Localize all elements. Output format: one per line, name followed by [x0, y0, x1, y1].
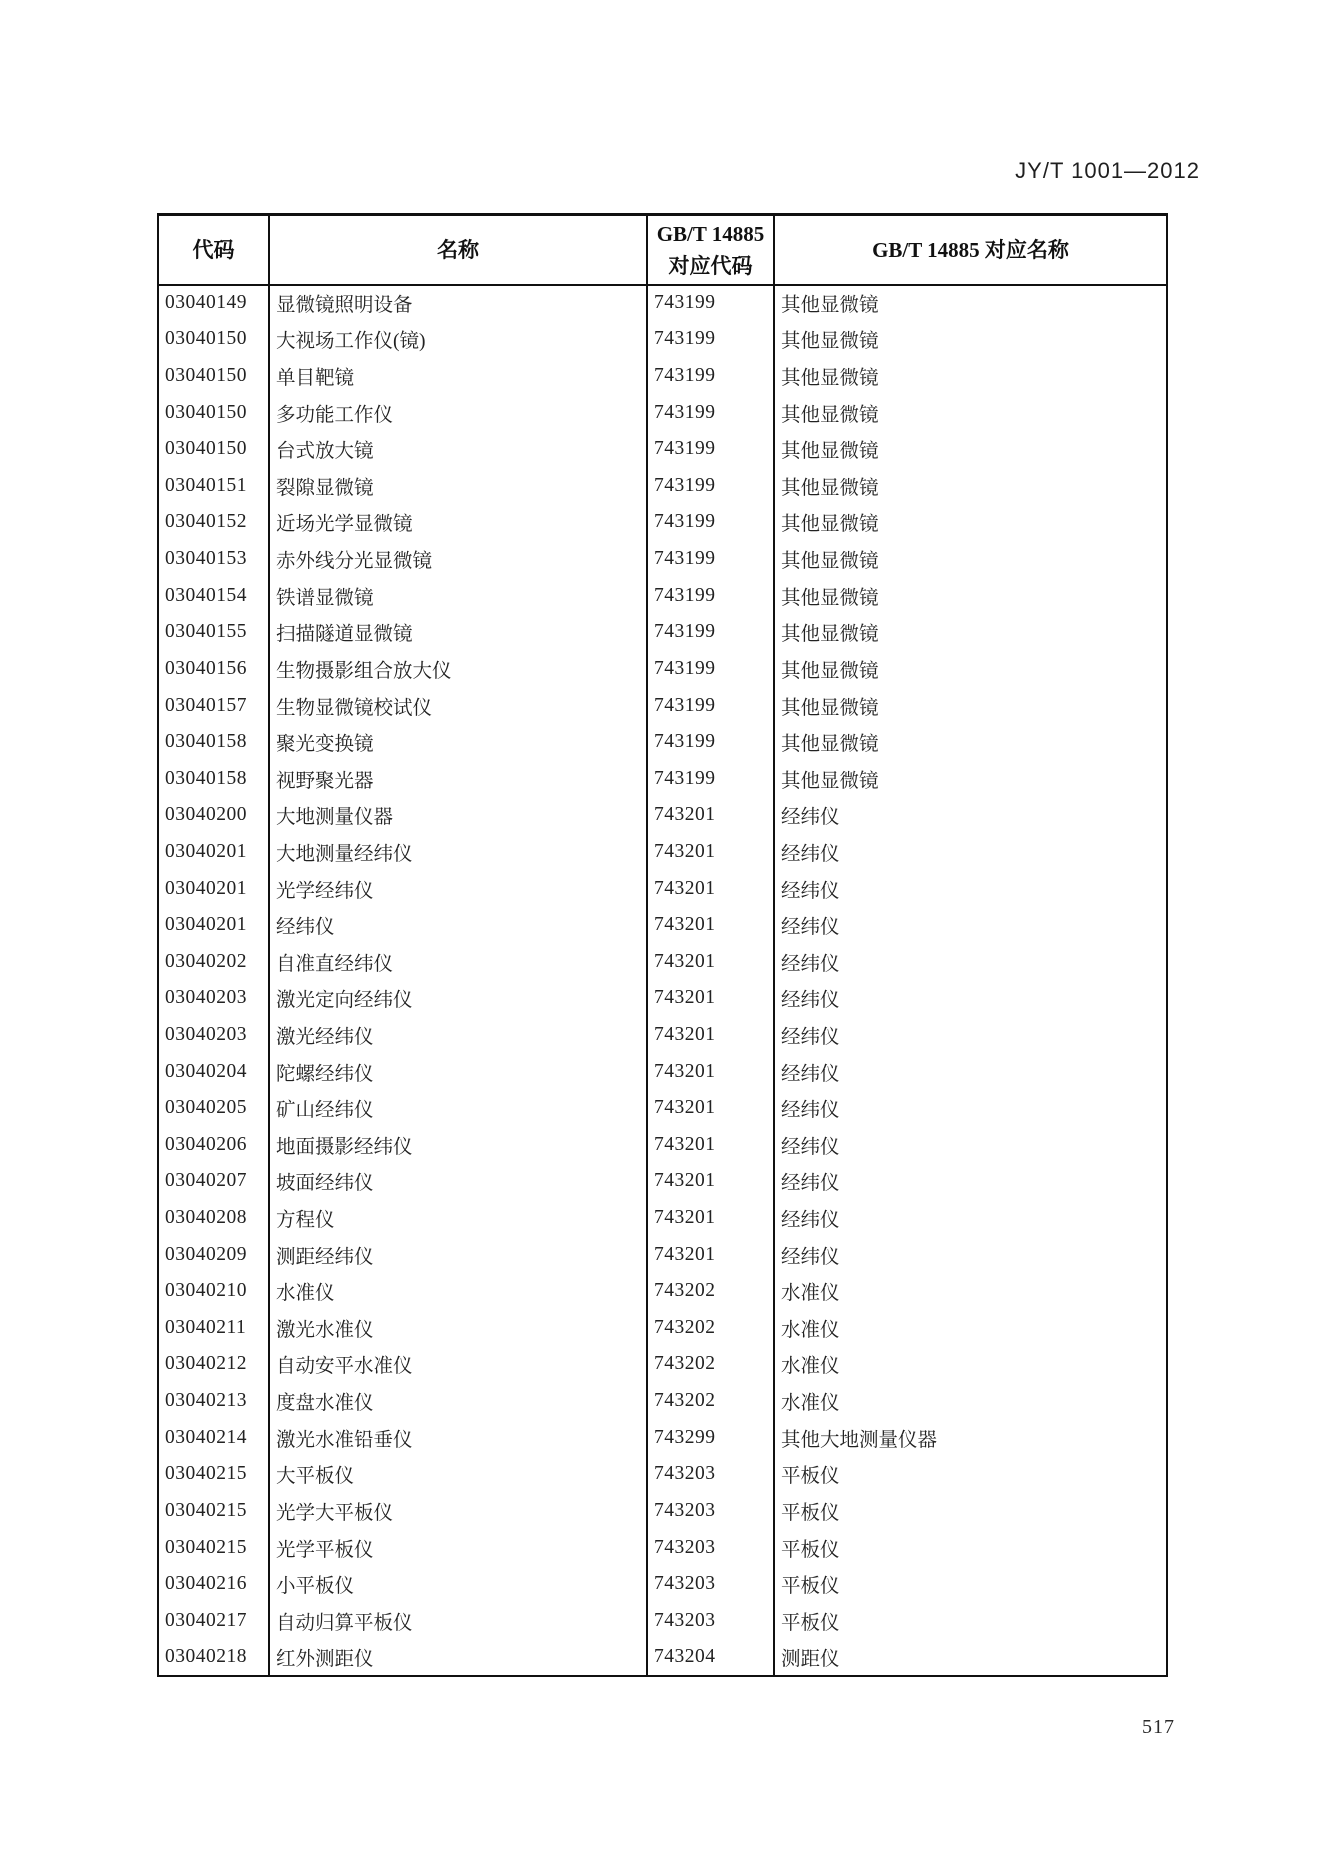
cell-code: 03040200 [158, 797, 269, 834]
cell-gbt-code: 743201 [647, 797, 774, 834]
table-row [158, 1017, 1167, 1054]
cell-code: 03040207 [158, 1163, 269, 1200]
cell-code: 03040203 [158, 980, 269, 1017]
cell-gbt-name: 其他大地测量仪器 [781, 1429, 938, 1451]
table-row [158, 1236, 1167, 1273]
cell-gbt-name: 水准仪 [781, 1356, 840, 1378]
cell-gbt-code: 743202 [647, 1310, 774, 1347]
table-row [158, 651, 1167, 688]
cell-name: 大地测量经纬仪 [269, 834, 647, 871]
table-row [158, 577, 1167, 614]
column-header-code-label: 代码 [192, 237, 235, 262]
cell-code: 03040201 [158, 870, 269, 907]
table-row [158, 687, 1167, 724]
table-row [158, 1090, 1167, 1127]
cell-gbt-name: 经纬仪 [781, 1173, 840, 1195]
cell-gbt-code: 743201 [647, 907, 774, 944]
column-header-gbt-code [647, 215, 774, 285]
cell-code: 03040158 [158, 724, 269, 761]
cell-name: 大地测量仪器 [269, 797, 647, 834]
cell-gbt-code: 743199 [647, 687, 774, 724]
cell-gbt-name: 其他显微镜 [781, 477, 879, 499]
cell-code: 03040218 [158, 1639, 269, 1676]
cell-gbt-code: 743201 [647, 1163, 774, 1200]
cell-name: 激光定向经纬仪 [269, 980, 647, 1017]
table-row [158, 504, 1167, 541]
cell-code: 03040150 [158, 431, 269, 468]
code-mapping-table [157, 213, 1168, 1677]
column-header-name [269, 215, 647, 285]
cell-gbt-code: 743202 [647, 1273, 774, 1310]
cell-gbt-name: 经纬仪 [781, 880, 840, 902]
table-row [158, 943, 1167, 980]
cell-name: 光学经纬仪 [269, 870, 647, 907]
cell-name: 自准直经纬仪 [269, 943, 647, 980]
cell-gbt-code: 743199 [647, 321, 774, 358]
table-row [158, 358, 1167, 395]
cell-gbt-name: 经纬仪 [781, 843, 840, 865]
cell-code: 03040152 [158, 504, 269, 541]
cell-name: 水准仪 [269, 1273, 647, 1310]
cell-name: 单目靶镜 [269, 358, 647, 395]
cell-gbt-code: 743201 [647, 1127, 774, 1164]
column-header-name-label: 名称 [437, 237, 479, 262]
cell-gbt-name: 水准仪 [781, 1283, 840, 1305]
cell-code: 03040214 [158, 1419, 269, 1456]
cell-gbt-code: 743203 [647, 1566, 774, 1603]
cell-gbt-code: 743199 [647, 724, 774, 761]
cell-name: 小平板仪 [269, 1566, 647, 1603]
cell-gbt-code: 743203 [647, 1456, 774, 1493]
table-row [158, 431, 1167, 468]
table-row [158, 541, 1167, 578]
table-row [158, 1163, 1167, 1200]
cell-gbt-code: 743201 [647, 1017, 774, 1054]
cell-gbt-name: 水准仪 [781, 1319, 840, 1341]
cell-code: 03040158 [158, 760, 269, 797]
cell-name: 生物摄影组合放大仪 [269, 651, 647, 688]
cell-gbt-name: 经纬仪 [781, 1026, 840, 1048]
cell-name: 光学大平板仪 [269, 1493, 647, 1530]
cell-name: 台式放大镜 [269, 431, 647, 468]
cell-code: 03040155 [158, 614, 269, 651]
cell-gbt-code: 743204 [647, 1639, 774, 1676]
table-row [158, 1529, 1167, 1566]
table-row [158, 468, 1167, 505]
cell-name: 扫描隧道显微镜 [269, 614, 647, 651]
cell-name: 光学平板仪 [269, 1529, 647, 1566]
cell-gbt-code: 743199 [647, 285, 774, 322]
cell-name: 经纬仪 [269, 907, 647, 944]
cell-gbt-name: 经纬仪 [781, 917, 840, 939]
cell-name: 显微镜照明设备 [269, 285, 647, 322]
cell-gbt-name: 其他显微镜 [781, 295, 879, 317]
column-header-gbt-code-line2: 对应代码 [668, 253, 753, 278]
cell-name: 陀螺经纬仪 [269, 1053, 647, 1090]
cell-code: 03040209 [158, 1236, 269, 1273]
table-row [158, 1346, 1167, 1383]
cell-gbt-code: 743199 [647, 431, 774, 468]
cell-code: 03040157 [158, 687, 269, 724]
cell-gbt-name: 其他显微镜 [781, 368, 879, 390]
cell-gbt-code: 743199 [647, 651, 774, 688]
cell-gbt-name: 水准仪 [781, 1393, 840, 1415]
cell-gbt-code: 743201 [647, 1200, 774, 1237]
cell-name: 红外测距仪 [269, 1639, 647, 1676]
table-row [158, 724, 1167, 761]
cell-code: 03040150 [158, 321, 269, 358]
cell-gbt-name: 平板仪 [781, 1466, 840, 1488]
cell-code: 03040213 [158, 1383, 269, 1420]
table-row [158, 1639, 1167, 1676]
table-row [158, 1602, 1167, 1639]
cell-gbt-name: 其他显微镜 [781, 770, 879, 792]
cell-gbt-name: 其他显微镜 [781, 331, 879, 353]
table-row [158, 834, 1167, 871]
cell-code: 03040205 [158, 1090, 269, 1127]
cell-gbt-code: 743199 [647, 504, 774, 541]
table-row [158, 1273, 1167, 1310]
cell-gbt-code: 743199 [647, 614, 774, 651]
table-row [158, 321, 1167, 358]
cell-name: 激光水准仪 [269, 1310, 647, 1347]
table-row [158, 614, 1167, 651]
table-row [158, 760, 1167, 797]
cell-name: 自动归算平板仪 [269, 1602, 647, 1639]
cell-name: 裂隙显微镜 [269, 468, 647, 505]
cell-name: 大平板仪 [269, 1456, 647, 1493]
cell-gbt-code: 743199 [647, 577, 774, 614]
table-row [158, 1383, 1167, 1420]
table-row [158, 1456, 1167, 1493]
cell-code: 03040201 [158, 907, 269, 944]
cell-gbt-name: 其他显微镜 [781, 404, 879, 426]
cell-name: 地面摄影经纬仪 [269, 1127, 647, 1164]
cell-name: 多功能工作仪 [269, 394, 647, 431]
cell-gbt-name: 其他显微镜 [781, 697, 879, 719]
cell-gbt-code: 743199 [647, 468, 774, 505]
table-row [158, 980, 1167, 1017]
cell-name: 激光水准铅垂仪 [269, 1419, 647, 1456]
cell-code: 03040156 [158, 651, 269, 688]
cell-name: 近场光学显微镜 [269, 504, 647, 541]
cell-gbt-name: 经纬仪 [781, 1100, 840, 1122]
cell-gbt-code: 743199 [647, 358, 774, 395]
column-header-gbt-name-label: GB/T 14885 对应名称 [872, 237, 1069, 262]
cell-code: 03040201 [158, 834, 269, 871]
cell-name: 赤外线分光显微镜 [269, 541, 647, 578]
cell-gbt-name: 其他显微镜 [781, 624, 879, 646]
cell-gbt-name: 经纬仪 [781, 1210, 840, 1232]
cell-code: 03040153 [158, 541, 269, 578]
cell-gbt-code: 743201 [647, 870, 774, 907]
cell-code: 03040210 [158, 1273, 269, 1310]
cell-name: 铁谱显微镜 [269, 577, 647, 614]
table-row [158, 394, 1167, 431]
document-standard-number: JY/T 1001—2012 [1015, 158, 1200, 183]
cell-code: 03040149 [158, 285, 269, 322]
cell-gbt-code: 743299 [647, 1419, 774, 1456]
cell-gbt-name: 其他显微镜 [781, 441, 879, 463]
cell-gbt-code: 743201 [647, 980, 774, 1017]
cell-gbt-name: 经纬仪 [781, 1136, 840, 1158]
table-row [158, 870, 1167, 907]
cell-name: 方程仪 [269, 1200, 647, 1237]
cell-gbt-name: 其他显微镜 [781, 734, 879, 756]
cell-name: 测距经纬仪 [269, 1236, 647, 1273]
cell-code: 03040211 [158, 1310, 269, 1347]
cell-code: 03040150 [158, 358, 269, 395]
cell-code: 03040215 [158, 1529, 269, 1566]
cell-code: 03040151 [158, 468, 269, 505]
page-number: 517 [1142, 1716, 1175, 1738]
cell-gbt-name: 平板仪 [781, 1576, 840, 1598]
cell-code: 03040208 [158, 1200, 269, 1237]
cell-gbt-code: 743201 [647, 1053, 774, 1090]
cell-code: 03040154 [158, 577, 269, 614]
cell-gbt-code: 743199 [647, 394, 774, 431]
cell-gbt-name: 平板仪 [781, 1502, 840, 1524]
cell-name: 激光经纬仪 [269, 1017, 647, 1054]
cell-gbt-name: 平板仪 [781, 1539, 840, 1561]
cell-code: 03040216 [158, 1566, 269, 1603]
cell-gbt-name: 经纬仪 [781, 990, 840, 1012]
cell-code: 03040215 [158, 1456, 269, 1493]
cell-name: 大视场工作仪(镜) [269, 321, 647, 358]
cell-gbt-code: 743203 [647, 1493, 774, 1530]
cell-gbt-code: 743201 [647, 1090, 774, 1127]
table-row [158, 1310, 1167, 1347]
table-row [158, 797, 1167, 834]
cell-name: 聚光变换镜 [269, 724, 647, 761]
cell-code: 03040206 [158, 1127, 269, 1164]
table-row [158, 285, 1167, 322]
table-header-row [158, 215, 1167, 285]
cell-code: 03040202 [158, 943, 269, 980]
cell-gbt-code: 743199 [647, 760, 774, 797]
cell-code: 03040217 [158, 1602, 269, 1639]
cell-name: 度盘水准仪 [269, 1383, 647, 1420]
cell-gbt-code: 743201 [647, 1236, 774, 1273]
cell-gbt-name: 平板仪 [781, 1612, 840, 1634]
cell-gbt-code: 743201 [647, 834, 774, 871]
table-row [158, 1566, 1167, 1603]
table-row [158, 1127, 1167, 1164]
cell-code: 03040203 [158, 1017, 269, 1054]
cell-gbt-name: 测距仪 [781, 1649, 840, 1671]
cell-gbt-name: 其他显微镜 [781, 514, 879, 536]
cell-gbt-code: 743202 [647, 1346, 774, 1383]
cell-gbt-name: 其他显微镜 [781, 660, 879, 682]
column-header-code [158, 215, 269, 285]
column-header-gbt-name [774, 215, 1167, 285]
cell-gbt-name: 经纬仪 [781, 807, 840, 829]
table-row [158, 1493, 1167, 1530]
cell-code: 03040150 [158, 394, 269, 431]
cell-code: 03040204 [158, 1053, 269, 1090]
column-header-gbt-code-line1: GB/T 14885 [656, 221, 765, 246]
table-row [158, 1419, 1167, 1456]
cell-gbt-name: 其他显微镜 [781, 551, 879, 573]
cell-gbt-code: 743203 [647, 1529, 774, 1566]
cell-name: 视野聚光器 [269, 760, 647, 797]
cell-gbt-name: 其他显微镜 [781, 587, 879, 609]
table-body [158, 285, 1167, 1677]
cell-gbt-code: 743203 [647, 1602, 774, 1639]
cell-name: 坡面经纬仪 [269, 1163, 647, 1200]
table-row [158, 1200, 1167, 1237]
cell-name: 矿山经纬仪 [269, 1090, 647, 1127]
cell-gbt-code: 743199 [647, 541, 774, 578]
cell-code: 03040215 [158, 1493, 269, 1530]
cell-gbt-name: 经纬仪 [781, 953, 840, 975]
cell-gbt-code: 743202 [647, 1383, 774, 1420]
cell-gbt-code: 743201 [647, 943, 774, 980]
cell-name: 生物显微镜校试仪 [269, 687, 647, 724]
cell-name: 自动安平水准仪 [269, 1346, 647, 1383]
table-row [158, 907, 1167, 944]
cell-gbt-name: 经纬仪 [781, 1063, 840, 1085]
cell-code: 03040212 [158, 1346, 269, 1383]
table-row [158, 1053, 1167, 1090]
cell-gbt-name: 经纬仪 [781, 1246, 840, 1268]
